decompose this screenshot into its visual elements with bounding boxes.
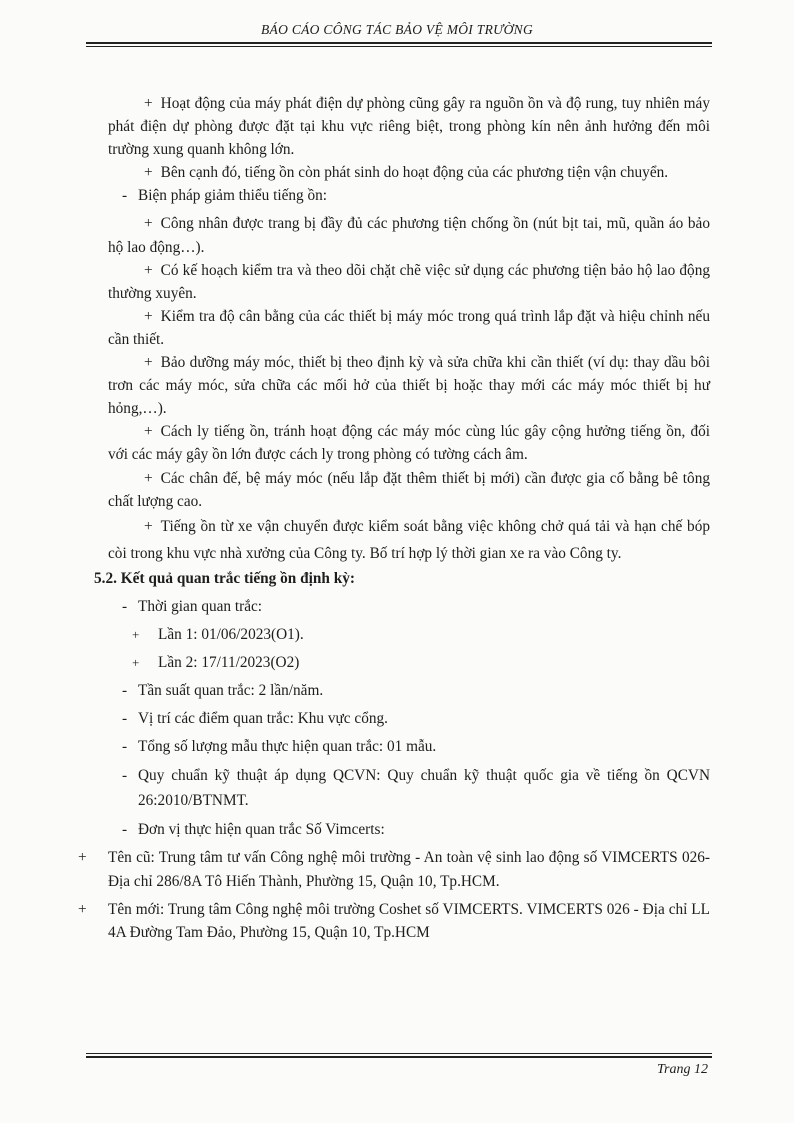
bullet-dash: - [122,767,128,785]
paragraph-text: Cách ly tiếng ồn, tránh hoạt động các máy móc cùng lúc gây cộng hưởng tiếng ồn, đối với các máy gây ồn lớn được cách ly trong phòng có tường cách âm. [108,423,710,464]
list-item-text: Quy chuẩn kỹ thuật áp dụng QCVN: Quy chuẩn kỹ thuật quốc gia về tiếng ồn QCVN 26:2010/BTNMT. [138,767,710,810]
footer-rule [86,1056,712,1058]
list-item-old-name [78,846,710,892]
paragraph-text: Các chân đế, bệ máy móc (nếu lắp đặt thêm thiết bị mới) cần được gia cố bằng bê tông chất lượng cao. [108,469,710,510]
paragraph-text: Bảo dưỡng máy móc, thiết bị theo định kỳ và sửa chữa khi cần thiết (ví dụ: thay dầu bôi trơn các máy móc, sửa chữa các mối hở của thiết bị hoặc thay mới các máy móc thiết bị hư hỏng,…). [108,354,710,418]
bullet-plus: + [144,469,153,487]
list-item-text: Biện pháp giảm thiểu tiếng ồn: [138,187,328,205]
paragraph-text: Có kế hoạch kiểm tra và theo dõi chặt chẽ việc sử dụng các phương tiện bảo hộ lao động thường xuyên. [108,261,710,302]
document-body [78,92,710,944]
list-item-text: Tên mới: Trung tâm Công nghệ môi trường Coshet số VIMCERTS. VIMCERTS 026 - Địa chỉ LL 4A Đường Tam Đảo, Phường 15, Quận 10, Tp.HCM [108,900,710,941]
paragraph-text: Hoạt động của máy phát điện dự phòng cũng gây ra nguồn ồn và độ rung, tuy nhiên máy phát điện dự phòng được đặt tại khu vực riêng biệt, trong phòng kín nên ảnh hưởng đến môi trường xung quanh không lớn. [108,95,710,159]
bullet-dash: - [122,597,128,615]
list-item-round-1 [108,623,710,646]
list-item-location [108,707,710,730]
paragraph-text: Công nhân được trang bị đầy đủ các phương tiện chống ồn (nút bịt tai, mũ, quần áo bảo hộ lao động…). [108,215,710,256]
page-header-title: BÁO CÁO CÔNG TÁC BẢO VỆ MÔI TRƯỜNG [261,22,533,37]
bullet-plus: + [144,354,153,372]
list-item-text: Vị trí các điểm quan trắc: Khu vực cổng. [138,710,388,728]
list-item-mitigation [108,184,710,207]
paragraph-inspection-plan [108,259,710,305]
list-item-unit [108,818,710,841]
bullet-plus: + [144,95,153,112]
bullet-dash: - [122,738,128,756]
paragraph-transport-noise [108,161,710,184]
paragraph-text: Tiếng ồn từ xe vận chuyển được kiểm soát bằng việc không chở quá tải và hạn chế bóp còi trong khu vực nhà xưởng của Công ty. Bố trí hợp lý thời gian xe ra vào Công ty. [108,517,710,562]
paragraph-maintenance [108,351,710,420]
paragraph-foundation [108,467,710,513]
bullet-plus: + [144,517,153,535]
list-item-text: Lần 1: 01/06/2023(O1). [158,625,304,643]
bullet-dash: - [122,187,128,205]
paragraph-isolation [108,420,710,466]
list-item-text: Tổng số lượng mẫu thực hiện quan trắc: 01 mẫu. [138,738,437,756]
paragraph-balance-check [108,305,710,351]
bullet-dash: - [122,682,128,700]
bullet-plus: + [132,654,140,670]
bullet-plus: + [78,849,87,867]
page-number: Trang 12 [657,1062,708,1077]
header-rule-thin [86,46,712,47]
footer-rule-thin [86,1053,712,1054]
list-item-text: Thời gian quan trắc: [138,597,263,615]
paragraph-generator-noise [108,92,710,161]
list-item-monitoring-time [108,595,710,618]
paragraph-text: Kiểm tra độ cân bằng của các thiết bị máy móc trong quá trình lắp đặt và hiệu chỉnh nếu cần thiết. [108,307,710,348]
list-item-text: Tên cũ: Trung tâm tư vấn Công nghệ môi trường - An toàn vệ sinh lao động số VIMCERTS 026- Địa chỉ 286/8A Tô Hiến Thành, Phường 15, Quận 10, Tp.HCM. [108,849,710,890]
list-item-text: Đơn vị thực hiện quan trắc Số Vimcerts: [138,821,385,839]
bullet-dash: - [122,821,128,839]
list-item-text: Lần 2: 17/11/2023(O2) [158,653,300,671]
bullet-plus: + [144,215,153,233]
list-item-sample-count [108,735,710,758]
bullet-plus: + [78,900,87,918]
bullet-plus: + [144,164,153,182]
list-item-text: Tần suất quan trắc: 2 lần/năm. [138,682,324,700]
paragraph-text: Bên cạnh đó, tiếng ồn còn phát sinh do hoạt động của các phương tiện vận chuyển. [160,164,669,182]
bullet-plus: + [144,261,153,279]
paragraph-ppe [108,212,710,258]
section-heading: 5.2. Kết quả quan trắc tiếng ồn định kỳ: [94,569,355,587]
paragraph-vehicle-noise [108,513,710,567]
list-item-new-name [78,898,710,944]
list-item-frequency [108,679,710,702]
list-item-standard [108,763,710,813]
bullet-plus: + [144,423,153,441]
bullet-plus: + [144,307,153,325]
bullet-dash: - [122,710,128,728]
list-item-round-2 [108,651,710,674]
header-rule [86,42,712,44]
bullet-plus: + [132,626,140,642]
